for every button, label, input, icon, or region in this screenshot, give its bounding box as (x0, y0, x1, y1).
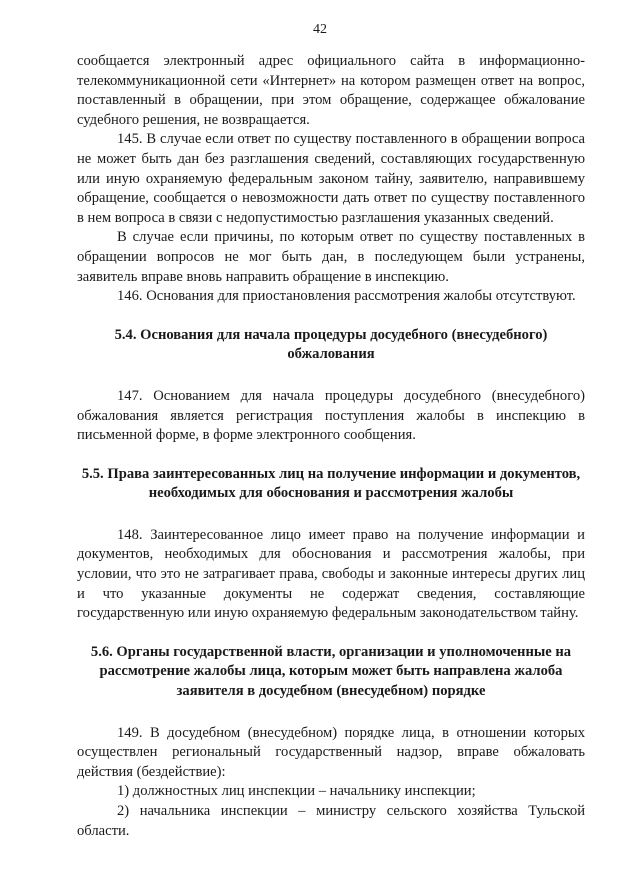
section-5-4-heading: 5.4. Основания для начала процедуры досудебного (внесудебного) обжалования (114, 326, 548, 363)
paragraph-148: 148. Заинтересованное лицо имеет право на получение информации и документов, необходимых для обоснования и рассмотрения жалобы, при условии, что это не затрагивает права, свободы и законные интересы других лиц и что указанные документы не содержат сведения, составляющие государственную или иную охраняемую федеральным законодательством тайну. (77, 526, 585, 622)
page-number: 42 (313, 22, 327, 37)
paragraph-149: 149. В досудебном (внесудебном) порядке лица, в отношении которых осуществлен региональный государственный надзор, вправе обжаловать действия (бездействие): (77, 724, 585, 780)
document-body (77, 52, 585, 841)
paragraph-145-cont: В случае если причины, по которым ответ по существу поставленных в обращении вопросов не мог быть дан, в последующем были устранены, заявитель вправе вновь направить обращение в инспекцию. (77, 229, 585, 285)
paragraph-145: 145. В случае если ответ по существу поставленного в обращении вопроса не может быть дан без разглашения сведений, составляющих государственную или иную охраняемую федеральным законом тайну, заявителю, направившему обращение, сообщается о невозможности дать ответ по существу поставленного в нем вопроса в связи с недопустимостью разглашения указанных сведений. (77, 131, 585, 226)
paragraph-147: 147. Основанием для начала процедуры досудебного (внесудебного) обжалования является регистрация поступления жалобы в инспекцию в письменной форме, в форме электронного сообщения. (77, 387, 585, 444)
list-item-1: 1) должностных лиц инспекции – начальнику инспекции; (117, 783, 476, 800)
list-item-2: 2) начальника инспекции – министру сельского хозяйства Тульской области. (77, 803, 585, 839)
paragraph-146: 146. Основания для приостановления рассмотрения жалобы отсутствуют. (117, 288, 576, 305)
paragraph-continuation: сообщается электронный адрес официального сайта в информационно-телекоммуникационной сети «Интернет» на котором размещен ответ на вопрос, поставленный в обращении, при этом обращение, содержащее обжалование судебного решения, не возвращается. (77, 53, 585, 128)
section-5-5-heading: 5.5. Права заинтересованных лиц на получение информации и документов, необходимых для обоснования и рассмотрения жалобы (81, 465, 581, 502)
section-5-6-heading: 5.6. Органы государственной власти, организации и уполномоченные на рассмотрение жалобы лица, которым может быть направлена жалоба заявителя в досудебном (внесудебном) порядке (90, 643, 572, 700)
